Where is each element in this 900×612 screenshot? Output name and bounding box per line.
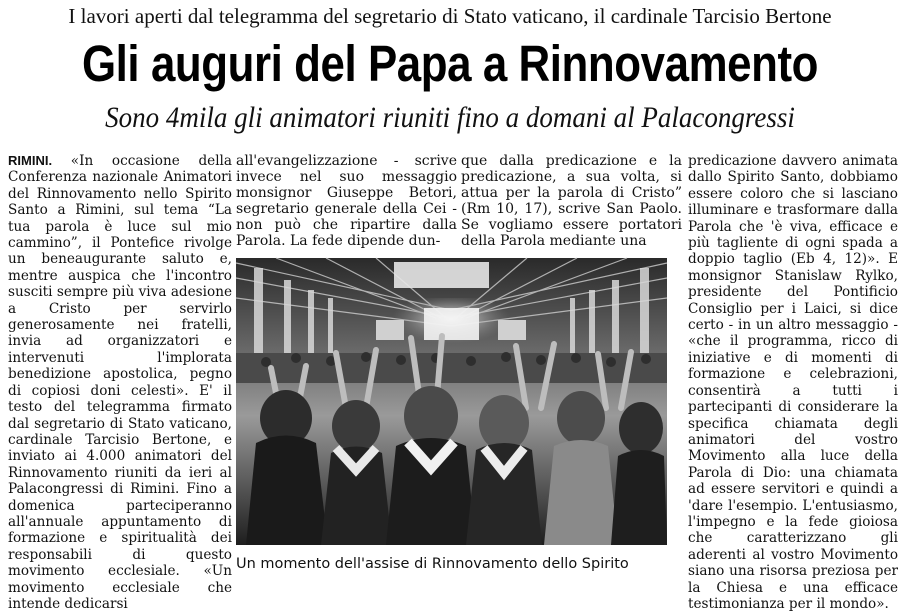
column-4-text: predicazione davvero animata dallo Spirito Santo, dobbiamo essere coloro che si lasciano illuminare e trasformare dalla Parola che 'è viva, efficace e più tagliente di ogni spada a doppio taglio (Eb 4, 12)». E monsignor Stanislaw Rylko, presidente del Pontificio Consiglio per i Laici, si dice certo - in un altro messaggio - «che il programma, ricco di iniziative e di momenti di formazione e celebrazioni, consentirà a tutti i partecipanti di considerare la specifica chiamata degli animatori del vostro Movimento alla luce della Parola di Dio: una chiamata ad essere servitori e quindi a 'dare l'esempio. L'entusiasmo, l'impegno e la fede gioiosa che caratterizzano gli aderenti al vostro Movimento siano una risorsa preziosa per la Chiesa e una efficace testimonianza per il mondo».	[688, 153, 898, 612]
congress-hall-photo	[236, 258, 667, 545]
photo-caption: Un momento dell'assise di Rinnovamento dello Spirito	[236, 556, 629, 572]
column-2-text: all'evangelizzazione - scrive invece nel suo messaggio monsignor Giuseppe Betori, segretario generale della Cei - non può che ripartire dalla Parola. La fede dipende dun-	[236, 153, 457, 249]
kicker: I lavori aperti dal telegramma del segretario di Stato vaticano, il cardinale Tarcisio Bertone	[68, 4, 832, 28]
dateline: RIMINI.	[8, 153, 53, 168]
article-column-2	[236, 153, 457, 249]
column-3-text: que dalla predicazione e la predicazione, a sua volta, si attua per la parola di Cristo” (Rm 10, 17), scrive San Paolo. Se vogliamo essere portatori della Parola mediante una	[461, 153, 682, 249]
article-column-3	[461, 153, 682, 249]
subhead: Sono 4mila gli animatori riuniti fino a domani al Palacongressi	[105, 101, 795, 134]
column-1-text: «In occasione della Conferenza nazionale Animatori del Rinnovamento nello Spirito Santo a Rimini, sul tema “La tua parola è luce sul mio cammino”, il Pontefice rivolge un beneaugurante saluto e, mentre auspica che l'incontro susciti sempre più viva adesione a Cristo per servirlo generosamente nei fratelli, invia ad organizzatori e intervenuti l'implorata benedizione apostolica, pegno di copiosi doni celesti». E' il testo del telegramma firmato dal segretario di Stato vaticano, cardinale Tarcisio Bertone, e inviato ai 4.000 animatori del Rinnovamento riuniti da ieri al Palacongressi di Rimini. Fino a domenica parteciperanno all'annuale appuntamento di formazione e spiritualità dei responsabili di questo movimento ecclesiale. «Un movimento ecclesiale che intende dedicarsi	[8, 153, 233, 612]
headline: Gli auguri del Papa a Rinnovamento	[81, 35, 818, 92]
article-column-4	[688, 153, 898, 612]
article-column-1	[8, 153, 233, 612]
